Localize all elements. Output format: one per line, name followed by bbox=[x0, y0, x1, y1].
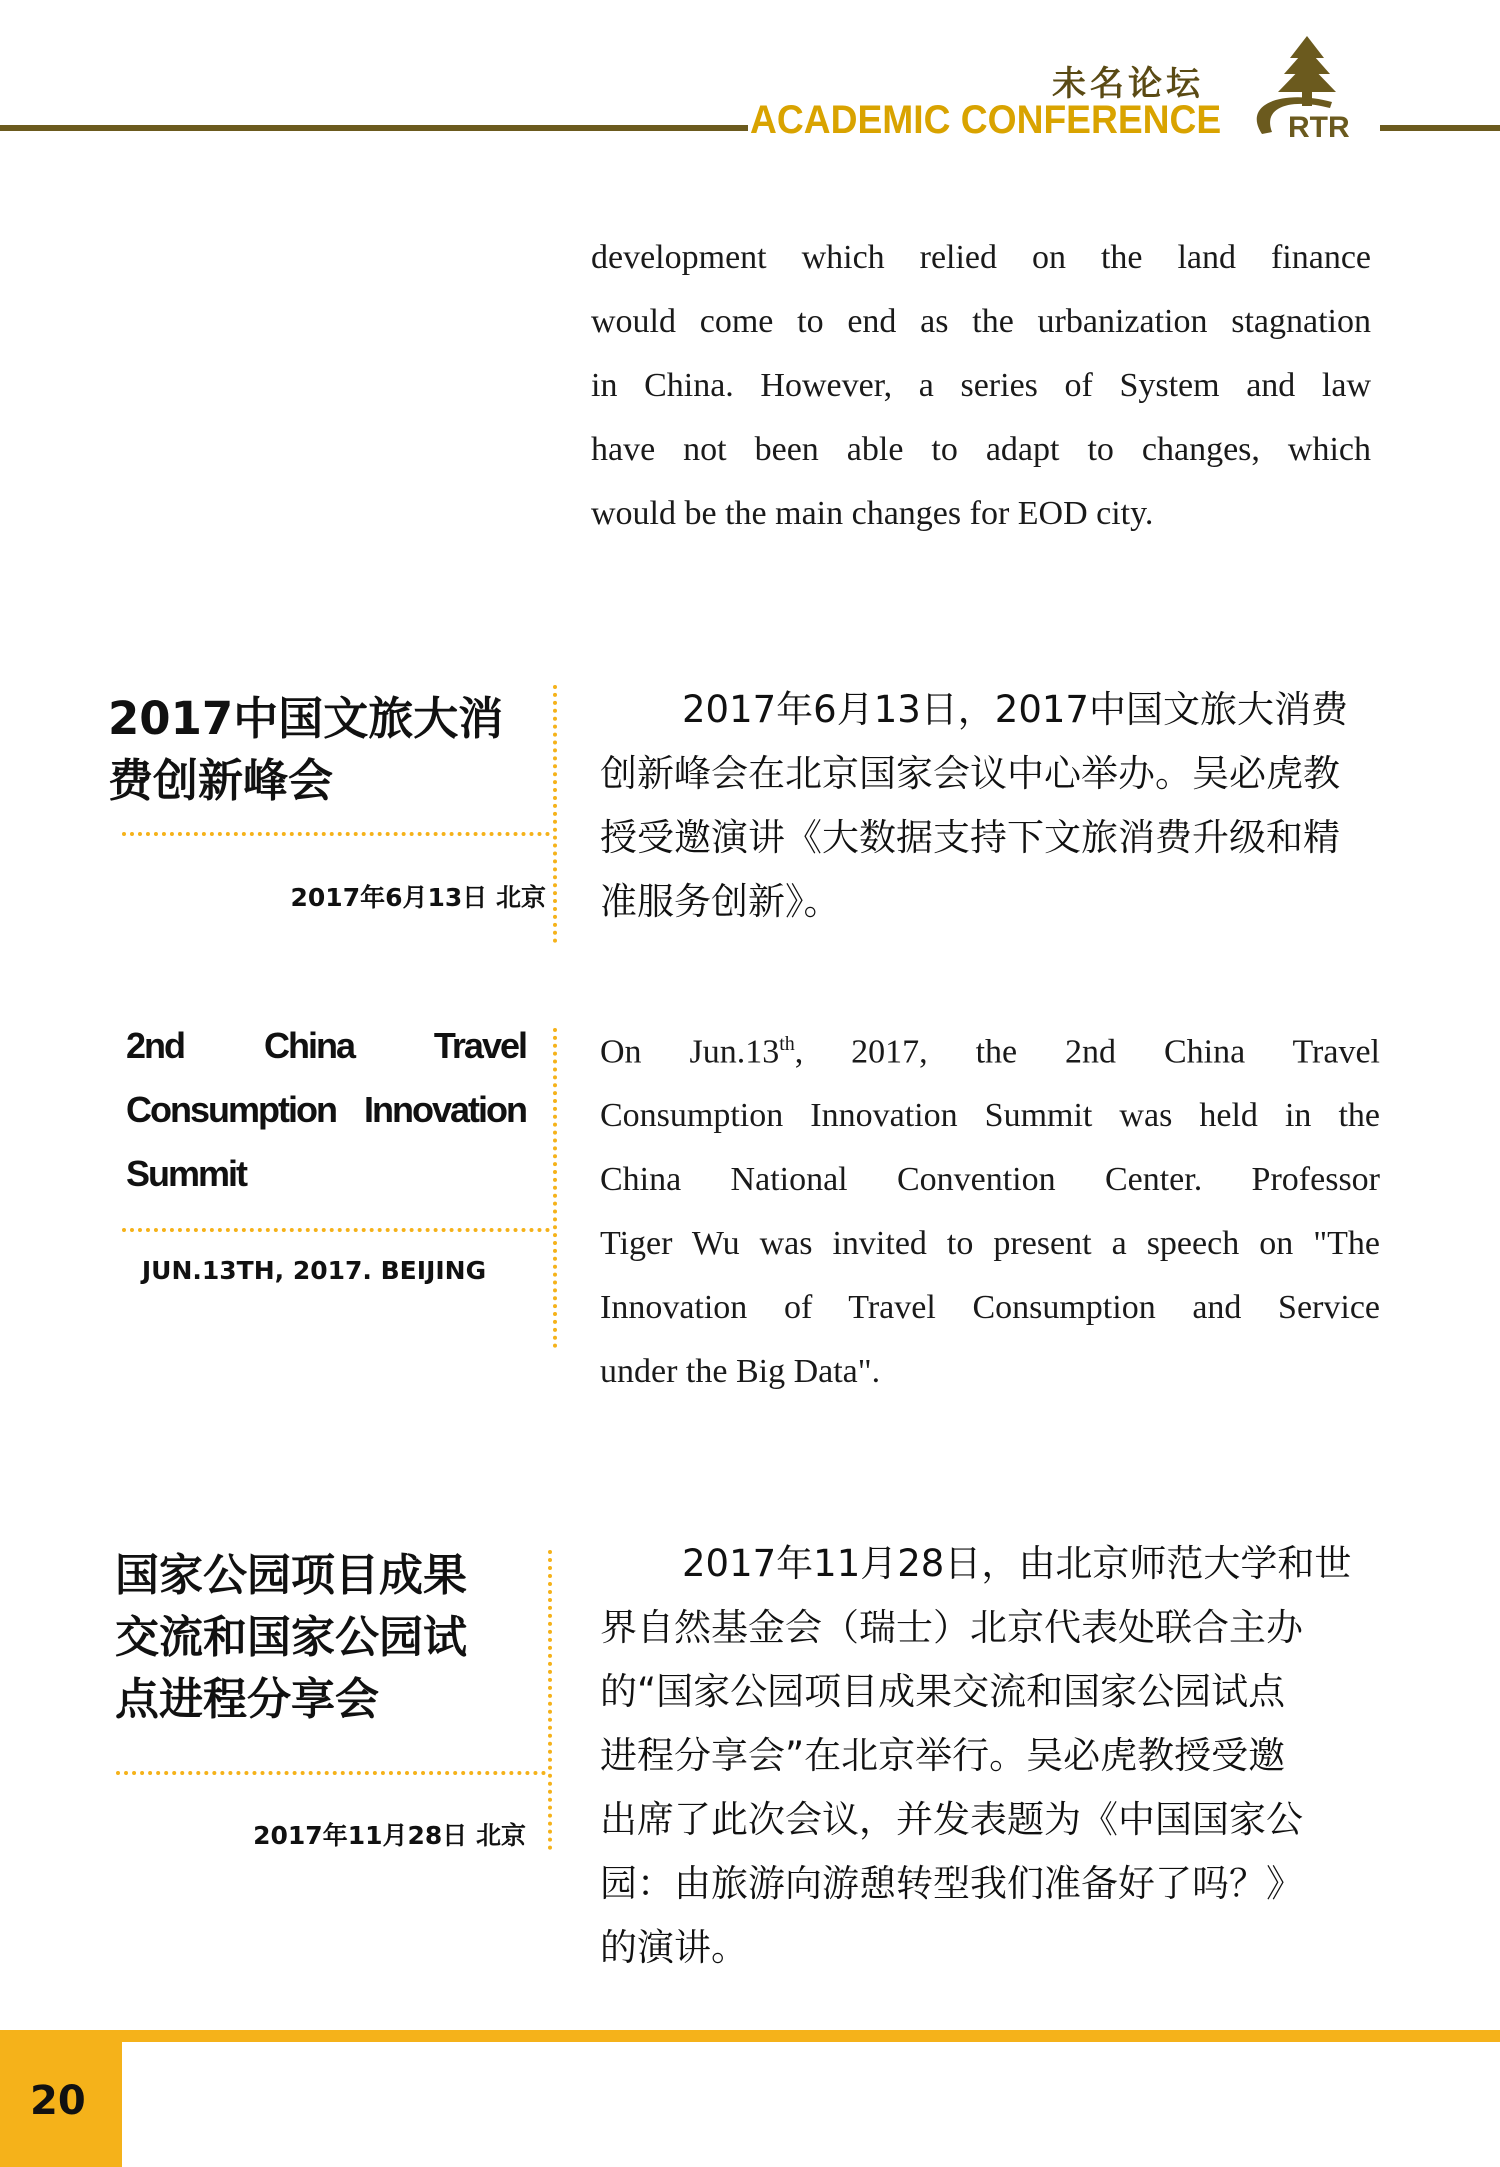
rtr-logo bbox=[1222, 34, 1372, 144]
event-2-date: JUN.13TH, 2017. BEIJING bbox=[141, 1256, 487, 1285]
event-2-body-line: Innovation of Travel Consumption and Service bbox=[600, 1289, 1380, 1327]
event-1-title bbox=[108, 688, 548, 812]
header-english-title: ACADEMIC CONFERENCE bbox=[750, 98, 1222, 142]
event-1-title-line: 2017中国文旅大消 bbox=[108, 692, 504, 745]
footer-rule bbox=[0, 2030, 1500, 2042]
event-3-title-line: 点进程分享会 bbox=[115, 1674, 379, 1725]
event-2-body-line bbox=[600, 1012, 1380, 1084]
event-1-body bbox=[600, 678, 1390, 934]
event-3-body-line: 园：由旅游向游憩转型我们准备好了吗？》 bbox=[600, 1862, 1303, 1905]
header-chinese-title: 未名论坛 bbox=[1052, 64, 1204, 104]
page-number: 20 bbox=[30, 2078, 86, 2124]
continued-line: development which relied on the land finance bbox=[591, 239, 1371, 276]
event-3-body-line: 的演讲。 bbox=[600, 1926, 748, 1969]
event-2-body-sup: th bbox=[779, 1033, 795, 1055]
event-1-body-line: 授受邀演讲《大数据支持下文旅消费升级和精 bbox=[600, 816, 1340, 859]
event-2-body-line: Consumption Innovation Summit was held in the bbox=[600, 1097, 1380, 1135]
event-2-body-post: , 2017, the 2nd China Travel bbox=[794, 1033, 1380, 1071]
continued-line: have not been able to adapt to changes, which bbox=[591, 431, 1371, 468]
event-2-body-line: under the Big Data". bbox=[600, 1353, 881, 1391]
event-2-divider bbox=[122, 1228, 550, 1232]
event-3-body-line: 2017年11月28日，由北京师范大学和世 bbox=[682, 1542, 1352, 1585]
event-3-body-line: 出席了此次会议，并发表题为《中国国家公 bbox=[600, 1798, 1303, 1841]
event-1-body-line: 准服务创新》。 bbox=[600, 880, 841, 923]
event-3-body-line: 的“国家公园项目成果交流和国家公园试点 bbox=[600, 1670, 1286, 1713]
event-3-body bbox=[600, 1532, 1390, 1980]
event-3-body-line: 进程分享会”在北京举行。吴必虎教授受邀 bbox=[600, 1734, 1286, 1777]
event-2-body bbox=[600, 1012, 1380, 1404]
event-1-divider bbox=[122, 832, 550, 836]
continued-line: in China. However, a series of System and law bbox=[591, 367, 1371, 404]
event-2-title-line: Summit bbox=[126, 1153, 247, 1194]
event-3-title bbox=[115, 1545, 555, 1731]
event-3-divider bbox=[116, 1771, 546, 1775]
event-2-vertical-divider bbox=[553, 1028, 557, 1348]
continued-line: would come to end as the urbanization stagnation bbox=[591, 303, 1371, 340]
continued-line: would be the main changes for EOD city. bbox=[591, 495, 1154, 532]
event-2-body-line: Tiger Wu was invited to present a speech on "The bbox=[600, 1225, 1380, 1263]
event-3-title-line: 交流和国家公园试 bbox=[115, 1612, 467, 1663]
event-2-title-line: 2nd China Travel bbox=[126, 1025, 526, 1066]
event-2-body-pre: On Jun.13 bbox=[600, 1033, 780, 1071]
event-1-body-line: 创新峰会在北京国家会议中心举办。吴必虎教 bbox=[600, 752, 1340, 795]
event-2-body-line: China National Convention Center. Professor bbox=[600, 1161, 1380, 1199]
event-1-vertical-divider bbox=[553, 685, 557, 943]
event-1-title-line: 费创新峰会 bbox=[108, 754, 334, 807]
logo-text: RTR bbox=[1288, 111, 1350, 144]
event-1-body-line: 2017年6月13日，2017中国文旅大消费 bbox=[682, 688, 1348, 731]
event-1-date: 2017年6月13日 北京 bbox=[290, 883, 546, 912]
header-rule-right bbox=[1380, 125, 1500, 131]
event-2-title bbox=[126, 1014, 526, 1206]
event-3-date: 2017年11月28日 北京 bbox=[253, 1821, 526, 1850]
event-3-title-line: 国家公园项目成果 bbox=[115, 1550, 467, 1601]
header-rule-left bbox=[0, 125, 748, 131]
event-3-vertical-divider bbox=[548, 1550, 552, 1850]
event-2-title-line: Consumption Innovation bbox=[126, 1089, 526, 1130]
event-3-body-line: 界自然基金会（瑞士）北京代表处联合主办 bbox=[600, 1606, 1303, 1649]
continued-paragraph bbox=[591, 226, 1371, 546]
